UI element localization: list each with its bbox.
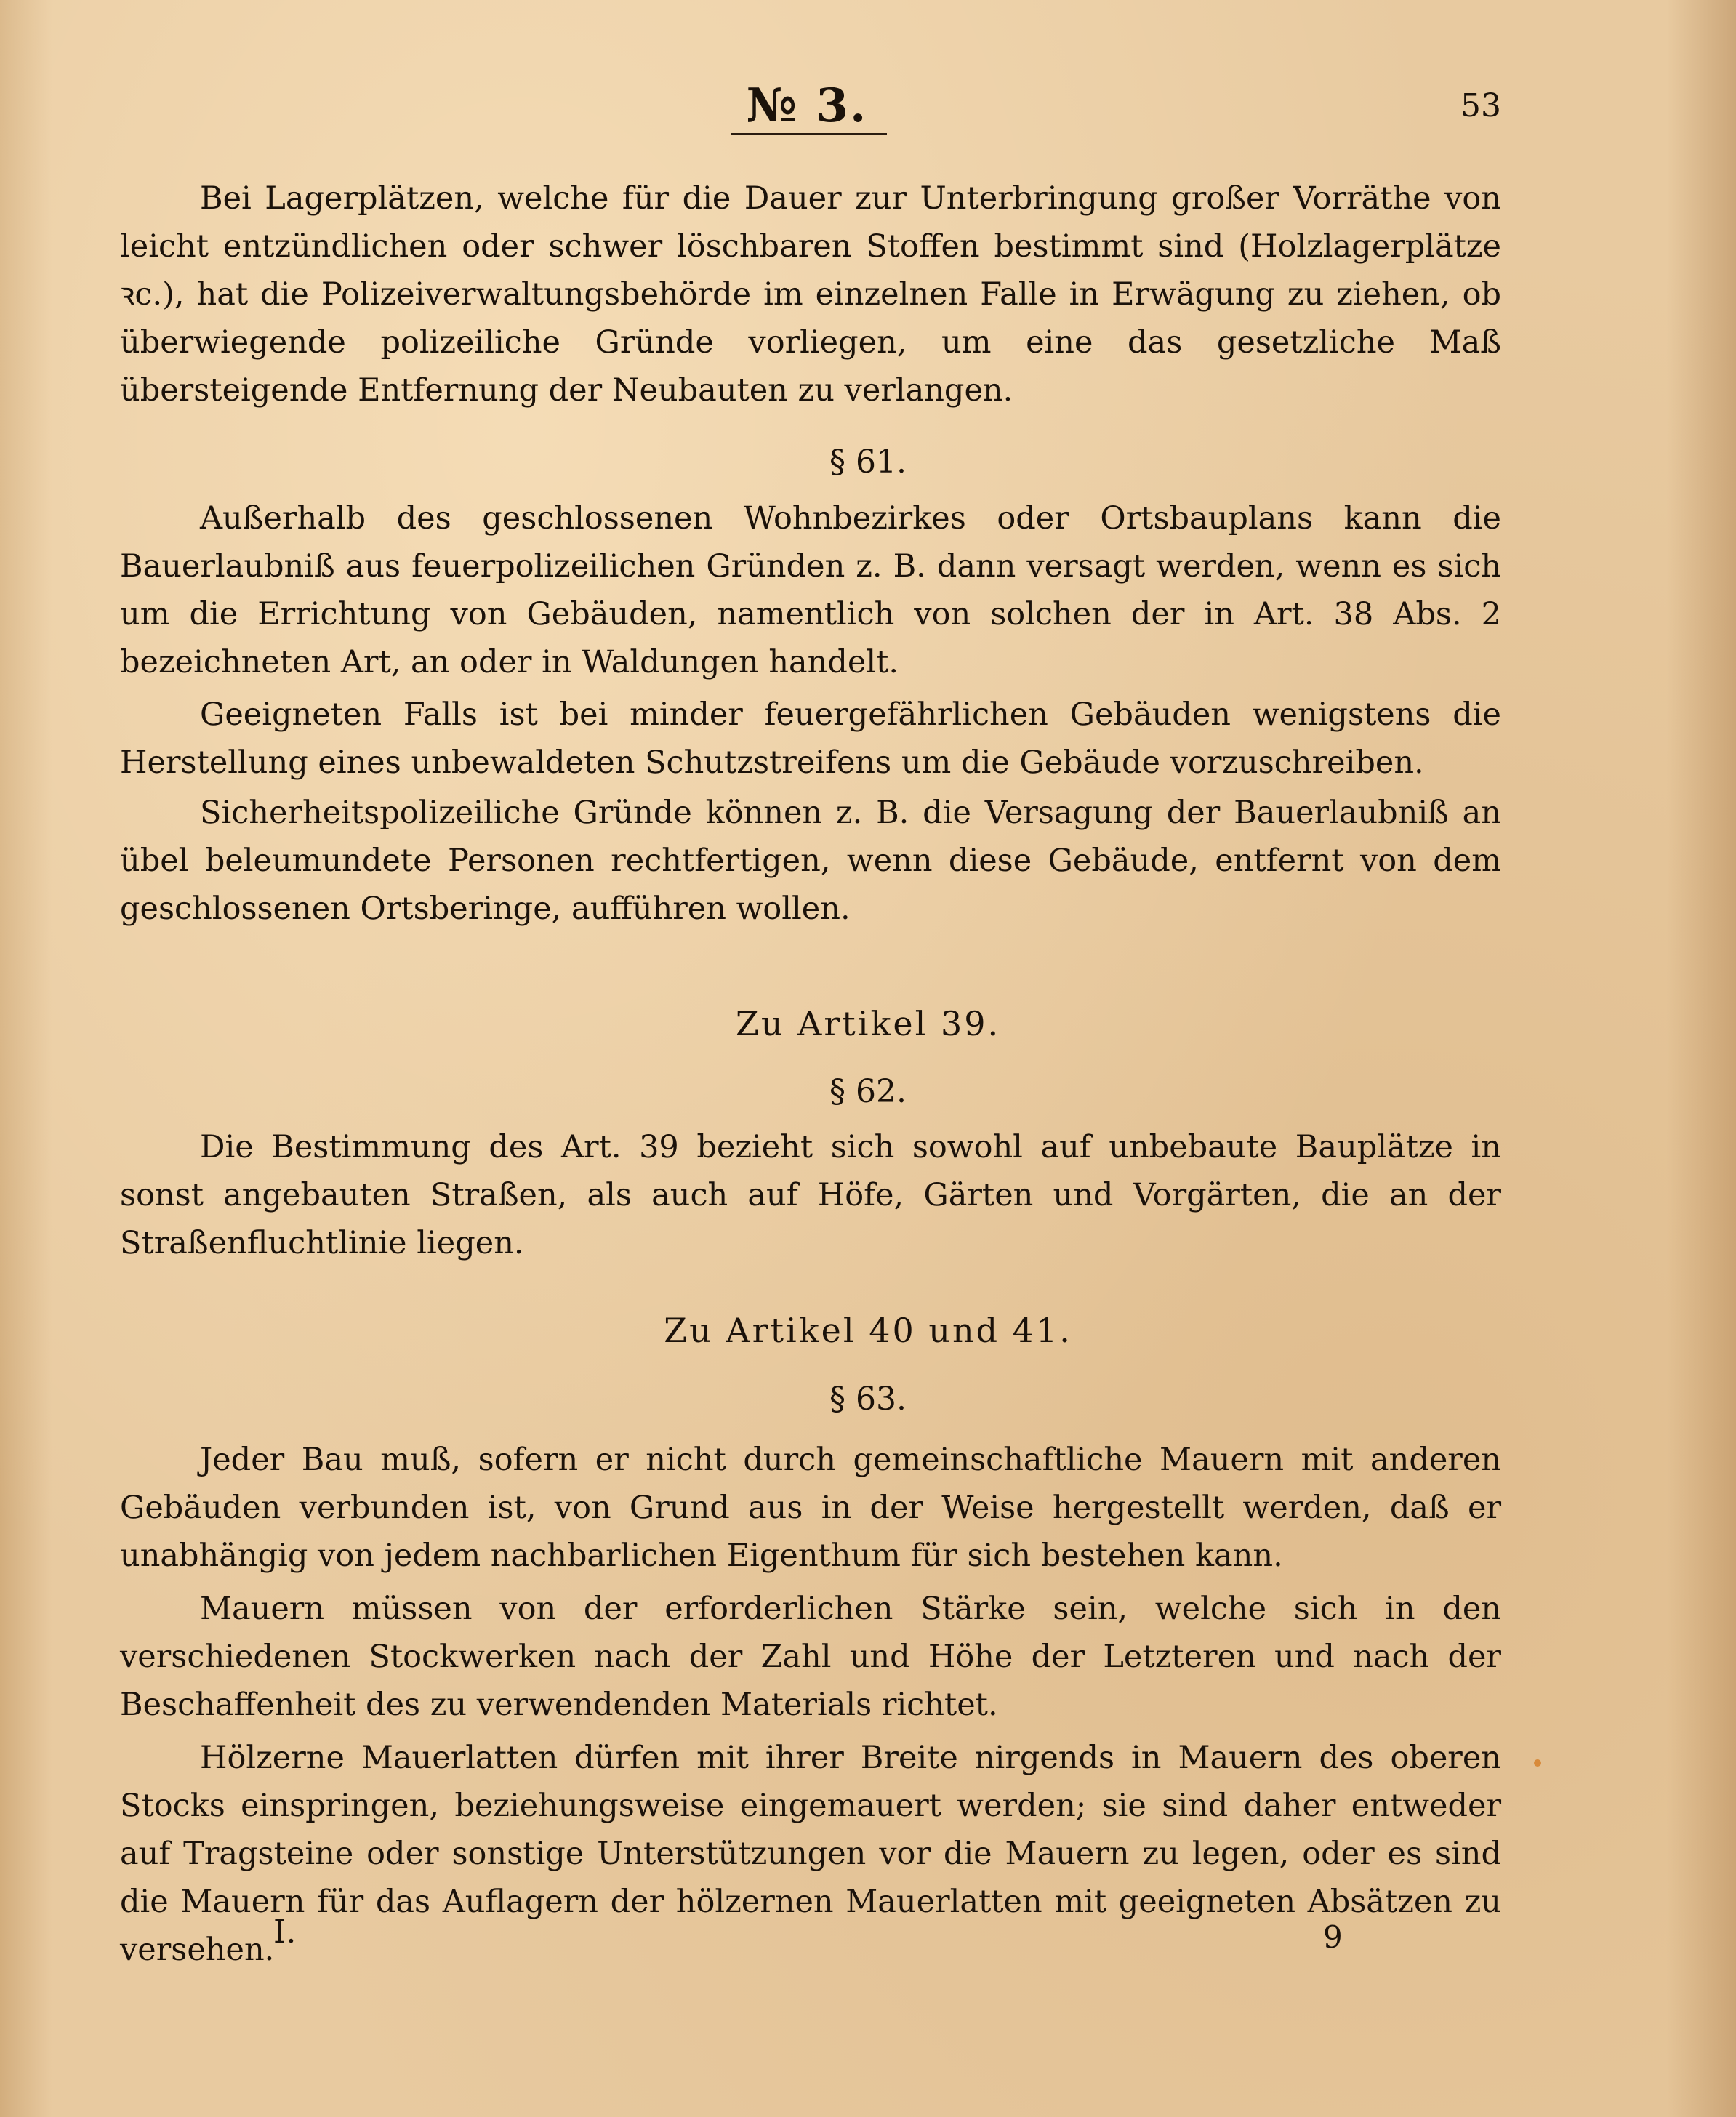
paragraph-lagerplaetze: Bei Lagerplätzen, welche für die Dauer zur Unterbringung großer Vorräthe von leicht entzündlichen oder schwer löschbaren Stoffen bestimmt sind (Holzlagerplätze ꝛc.), hat die Polizeiverwaltungsbehörde im einzelnen Falle in Erwägung zu ziehen, ob überwiegende polizeiliche Gründe vorliegen, um eine das gesetzliche Maß übersteigende Entfernung der Neubauten zu verlangen. (120, 180, 1501, 409)
paragraph-geeigneten-falls: Geeigneten Falls ist bei minder feuergefährlichen Gebäuden wenigstens die Herstellung eines unbewaldeten Schutzstreifens um die Gebäude vorzuschreiben. (120, 696, 1501, 781)
paragraph-jeder-bau: Jeder Bau muß, sofern er nicht durch gemeinschaftliche Mauern mit anderen Gebäuden verbunden ist, von Grund aus in der Weise hergestellt werden, daß er unabhängig von jedem nachbarlichen Eigenthum für sich bestehen kann. (120, 1442, 1501, 1574)
page-number: 53 (1460, 87, 1501, 124)
paragraph-mauerlatten: Hölzerne Mauerlatten dürfen mit ihrer Breite nirgends in Mauern des oberen Stocks einspringen, beziehungsweise eingemauert werden; sie sind daher entweder auf Tragsteine oder sonstige Unterstützungen vor die Mauern zu legen, oder es sind die Mauern für das Auflagern der hölzernen Mauerlatten mit geeigneten Absätzen zu versehen. (120, 1740, 1501, 1968)
article-39-heading: Zu Artikel 39. (735, 1004, 1001, 1043)
article-40-41-heading: Zu Artikel 40 und 41. (664, 1311, 1072, 1350)
paper-stain (1534, 1759, 1541, 1767)
section-63-heading: § 63. (829, 1381, 907, 1418)
paragraph-bestimmung-art-39: Die Bestimmung des Art. 39 bezieht sich sowohl auf unbebaute Bauplätze in sonst angebauten Straßen, als auch auf Höfe, Gärten und Vorgärten, die an der Straßenfluchtlinie liegen. (120, 1129, 1501, 1261)
section-62-heading: § 62. (829, 1073, 907, 1110)
sheet-number: 9 (1323, 1919, 1343, 1955)
issue-number: № 3. (746, 79, 868, 133)
paragraph-ausserhalb: Außerhalb des geschlossenen Wohnbezirkes oder Ortsbauplans kann die Bauerlaubniß aus feuerpolizeilichen Gründen z. B. dann versagt werden, wenn es sich um die Errichtung von Gebäuden, namentlich von solchen der in Art. 38 Abs. 2 bezeichneten Art, an oder in Waldungen handelt. (120, 500, 1501, 680)
header-underline (731, 133, 887, 135)
section-61-heading: § 61. (829, 443, 907, 481)
paragraph-sicherheitspolizeiliche: Sicherheitspolizeiliche Gründe können z. B. die Versagung der Bauerlaubniß an übel beleumundete Personen rechtfertigen, wenn diese Gebäude, entfernt von dem geschlossenen Ortsberinge, aufführen wollen. (120, 795, 1501, 927)
signature-mark: I. (273, 1913, 297, 1951)
paragraph-mauern-staerke: Mauern müssen von der erforderlichen Stärke sein, welche sich in den verschiedenen Stockwerken nach der Zahl und Höhe der Letzteren und nach der Beschaffenheit des zu verwendenden Materials richtet. (120, 1591, 1501, 1723)
